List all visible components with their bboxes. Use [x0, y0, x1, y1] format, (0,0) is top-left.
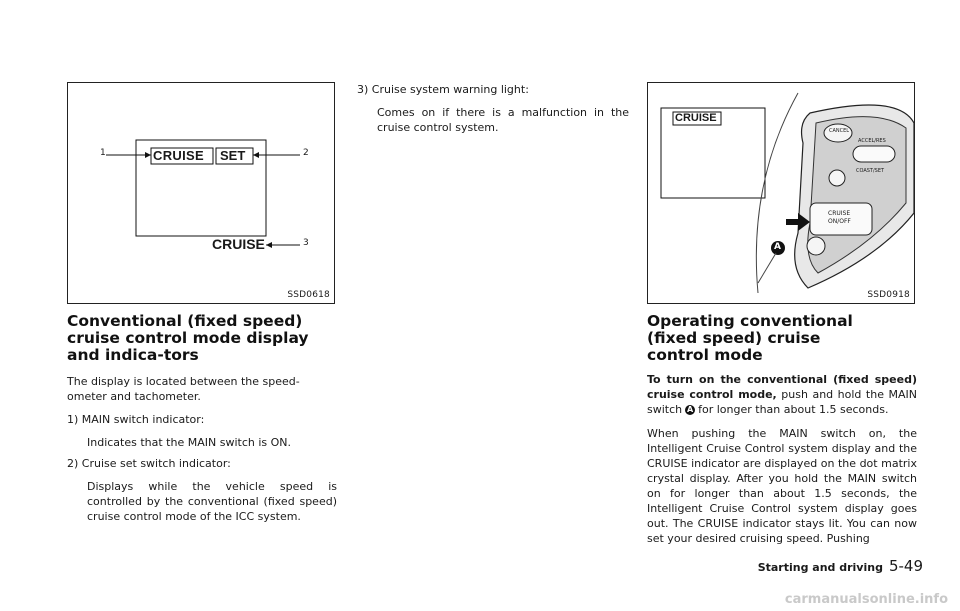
figure-steering-switches [647, 82, 915, 304]
paragraph-2: When pushing the MAIN switch on, the Intelligent Cruise Control system display and the CRUISE indicator are displayed on the dot matrix crystal display. After you hold the MAIN switch on for longer than about 1.5 seconds, the Intelligent Cruise Control system display goes out. The CRUISE indicator stays lit. You can now set your desired cruising speed. Pushing [647, 427, 917, 545]
callout-a: A [774, 242, 781, 252]
callout-2: 2 [303, 148, 309, 158]
section-heading: Operating conventional (fixed speed) cruise control mode [647, 312, 853, 364]
display-cruise-label: CRUISE [153, 148, 204, 163]
callout-3: 3 [303, 238, 309, 248]
item-2-body: Displays while the vehicle speed is controlled by the conventional (fixed speed) cruise control mode of the ICC system. [87, 480, 337, 523]
middle-column [357, 82, 629, 135]
coast-set-button-label: COAST/SET [856, 168, 885, 174]
left-column [67, 313, 337, 524]
watermark: carmanualsonline.info [784, 592, 948, 607]
paragraph-1-text-b: for longer than about 1.5 seconds. [698, 403, 889, 416]
callout-1: 1 [100, 148, 106, 158]
cancel-button-label: CANCEL [829, 128, 850, 134]
page-footer [758, 557, 923, 575]
paragraph-1-lead: To turn on the conventional (fixed speed) cruise control mode, [647, 373, 917, 401]
item-3-title: 3) Cruise system warning light: [357, 83, 529, 96]
figure-code: SSD0918 [867, 290, 910, 300]
cruise-onoff-button-label-2: ON/OFF [828, 218, 851, 225]
marker-a-icon: A [687, 405, 694, 414]
cruise-onoff-button-label-1: CRUISE [828, 210, 851, 217]
cruise-display-label: CRUISE [675, 112, 717, 124]
item-1-title: 1) MAIN switch indicator: [67, 413, 205, 426]
display-set-label: SET [220, 148, 246, 163]
indicator-cruise-label: CRUISE [212, 236, 265, 252]
page-number: 5-49 [888, 557, 923, 575]
paragraph-1-text-a: push and hold the MAIN switch [647, 388, 918, 416]
figure-code: SSD0618 [287, 290, 330, 300]
paragraph-1 [647, 372, 917, 417]
item-1-body: Indicates that the MAIN switch is ON. [87, 436, 291, 449]
intro-paragraph: The display is located between the speed-ometer and tachometer. [67, 375, 300, 403]
section-heading: Conventional (fixed speed) cruise control mode display and indica-tors [67, 312, 309, 364]
accel-res-button-label: ACCEL/RES [858, 138, 886, 144]
display-diagram [68, 83, 334, 303]
item-2-title: 2) Cruise set switch indicator: [67, 457, 231, 470]
right-column [647, 313, 917, 546]
footer-section: Starting and driving [757, 561, 883, 574]
figure-display-indicators [67, 82, 335, 304]
item-3-body: Comes on if there is a malfunction in the cruise control system. [377, 106, 629, 134]
